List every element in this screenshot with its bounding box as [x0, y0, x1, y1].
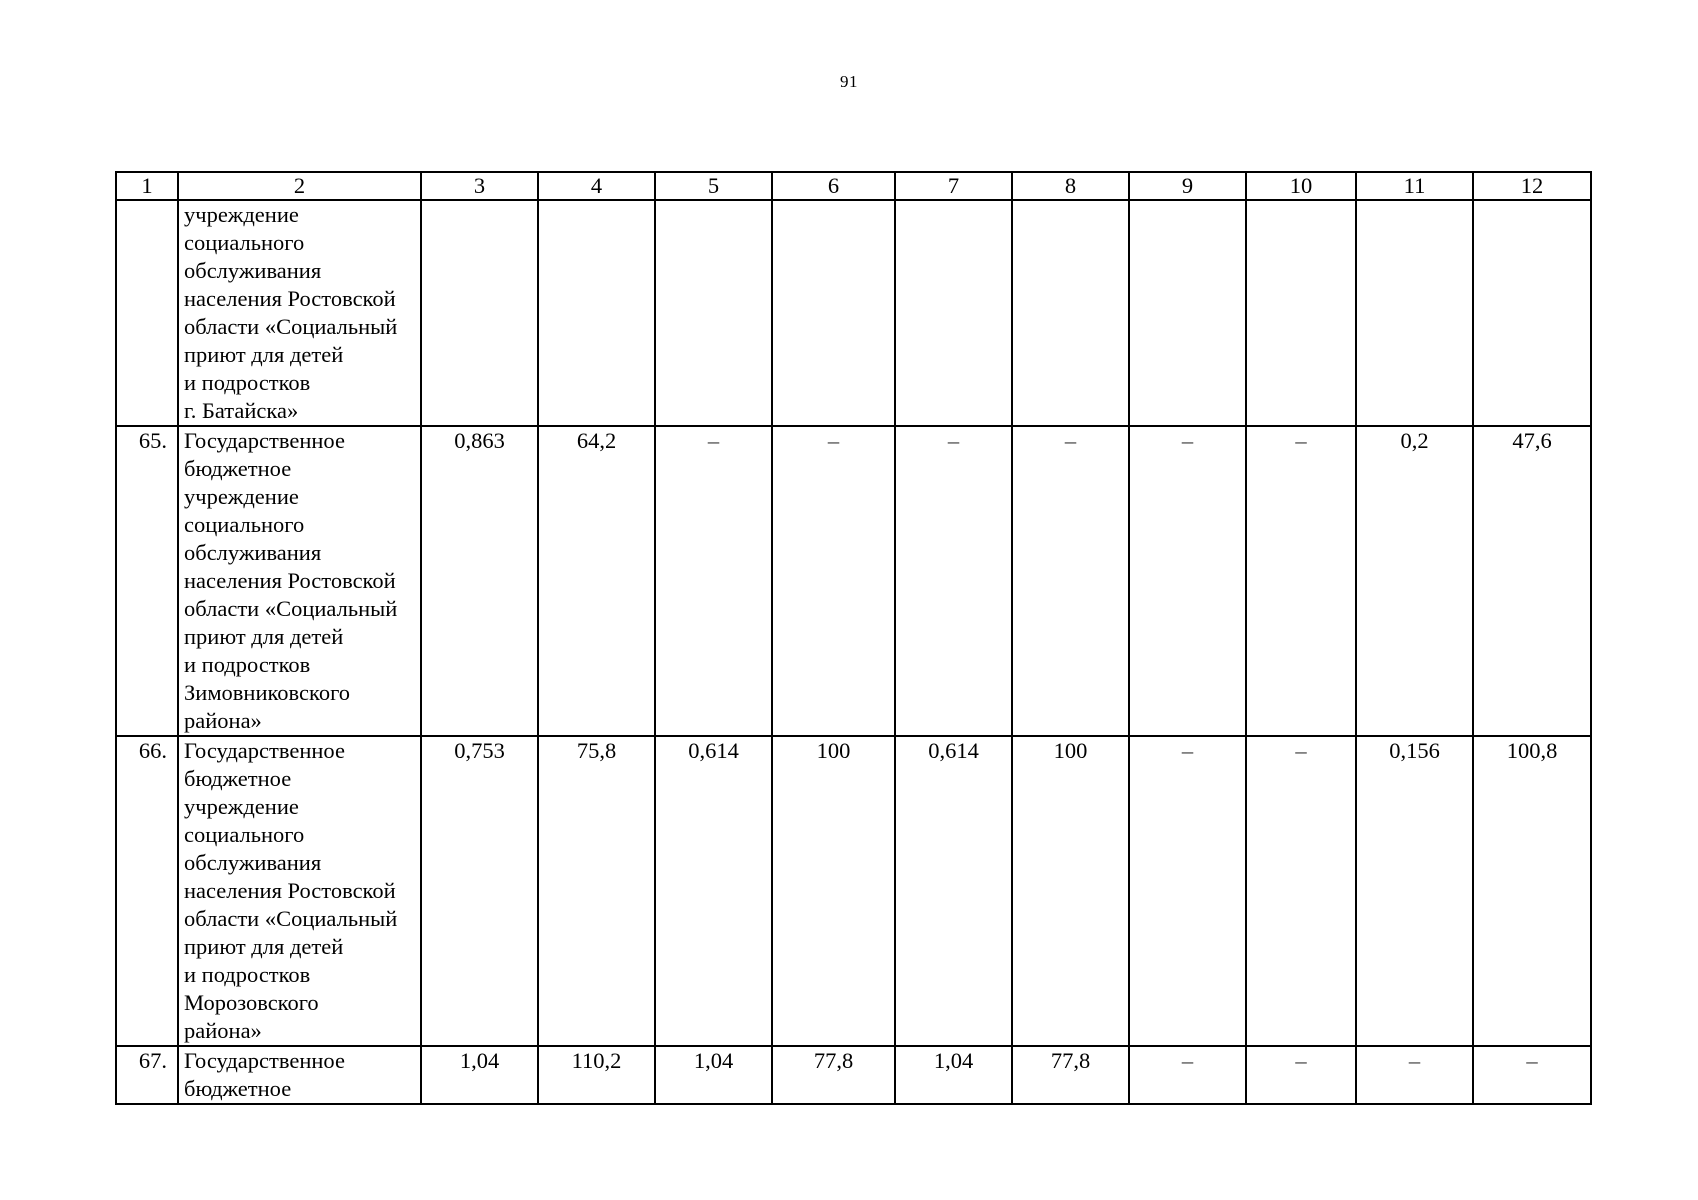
institution-name: учреждение социального обслуживания населения Ростовской области «Социальный приют для детей и подростков г. Батайска» [178, 200, 421, 426]
column-header: 5 [655, 172, 772, 200]
value-cell: 47,6 [1473, 426, 1591, 736]
table-header [116, 172, 1591, 200]
value-cell: – [1246, 426, 1356, 736]
column-header: 2 [178, 172, 421, 200]
value-cell: 1,04 [655, 1046, 772, 1104]
value-cell: – [1012, 426, 1129, 736]
value-cell: 0,2 [1356, 426, 1473, 736]
value-cell: – [1246, 1046, 1356, 1104]
value-cell: 110,2 [538, 1046, 655, 1104]
value-cell: 77,8 [772, 1046, 895, 1104]
column-header: 12 [1473, 172, 1591, 200]
column-header: 11 [1356, 172, 1473, 200]
column-number-row [116, 172, 1591, 200]
value-cell: 0,614 [895, 736, 1012, 1046]
value-cell: – [1356, 1046, 1473, 1104]
value-cell [1246, 200, 1356, 426]
table-body [116, 200, 1591, 1104]
table-row [116, 1046, 1591, 1104]
column-header: 6 [772, 172, 895, 200]
value-cell: 100,8 [1473, 736, 1591, 1046]
value-cell: – [1473, 1046, 1591, 1104]
column-header: 7 [895, 172, 1012, 200]
value-cell: 75,8 [538, 736, 655, 1046]
column-header: 3 [421, 172, 538, 200]
column-header: 10 [1246, 172, 1356, 200]
value-cell [895, 200, 1012, 426]
row-index: 67. [116, 1046, 178, 1104]
value-cell [1012, 200, 1129, 426]
value-cell: 100 [772, 736, 895, 1046]
value-cell: 0,156 [1356, 736, 1473, 1046]
value-cell: 0,614 [655, 736, 772, 1046]
value-cell: 64,2 [538, 426, 655, 736]
value-cell: 0,863 [421, 426, 538, 736]
value-cell: 1,04 [421, 1046, 538, 1104]
value-cell: – [1246, 736, 1356, 1046]
value-cell: – [895, 426, 1012, 736]
table-row [116, 426, 1591, 736]
row-index [116, 200, 178, 426]
data-table [115, 171, 1592, 1105]
value-cell: 100 [1012, 736, 1129, 1046]
value-cell: – [1129, 1046, 1246, 1104]
row-index: 66. [116, 736, 178, 1046]
table-row [116, 200, 1591, 426]
value-cell: 77,8 [1012, 1046, 1129, 1104]
institution-name: Государственное бюджетное [178, 1046, 421, 1104]
value-cell [1129, 200, 1246, 426]
value-cell [538, 200, 655, 426]
column-header: 8 [1012, 172, 1129, 200]
value-cell: – [655, 426, 772, 736]
column-header: 1 [116, 172, 178, 200]
value-cell [421, 200, 538, 426]
column-header: 4 [538, 172, 655, 200]
value-cell: – [1129, 426, 1246, 736]
table-row [116, 736, 1591, 1046]
value-cell: 1,04 [895, 1046, 1012, 1104]
value-cell [1356, 200, 1473, 426]
value-cell: – [1129, 736, 1246, 1046]
value-cell: 0,753 [421, 736, 538, 1046]
value-cell [1473, 200, 1591, 426]
value-cell [772, 200, 895, 426]
column-header: 9 [1129, 172, 1246, 200]
value-cell [655, 200, 772, 426]
row-index: 65. [116, 426, 178, 736]
institution-name: Государственное бюджетное учреждение социального обслуживания населения Ростовской области «Социальный приют для детей и подростков Зимовниковского района» [178, 426, 421, 736]
institution-name: Государственное бюджетное учреждение социального обслуживания населения Ростовской области «Социальный приют для детей и подростков Морозовского района» [178, 736, 421, 1046]
page-number: 91 [840, 72, 858, 91]
value-cell: – [772, 426, 895, 736]
